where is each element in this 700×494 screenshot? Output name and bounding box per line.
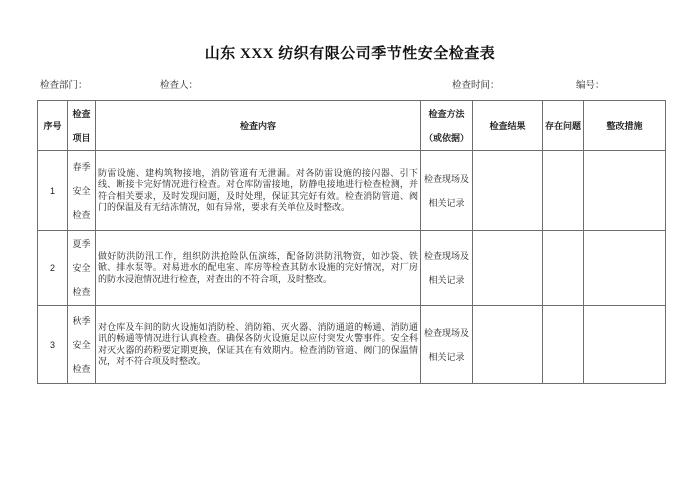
time-label: 检查时间： [452, 80, 500, 91]
header-item-line2: 项目 [72, 132, 91, 143]
item-line: 检查 [72, 363, 91, 374]
item-line: 秋季 [72, 315, 91, 326]
item-line: 安全 [72, 339, 91, 350]
cell-problem [543, 231, 584, 306]
item-line: 安全 [72, 185, 91, 196]
item-line: 春季 [72, 161, 91, 172]
inspector-label: 检查人： [160, 80, 199, 91]
cell-item [68, 151, 96, 231]
cell-measures [584, 151, 666, 231]
header-seq: 序号 [38, 101, 68, 151]
header-result: 检查结果 [473, 101, 543, 151]
header-problem: 存在问题 [543, 101, 584, 151]
table-row-spring [38, 151, 666, 231]
item-line: 夏季 [72, 239, 91, 249]
method-line: 检查现场及 [423, 327, 469, 338]
cell-content: 对仓库及车间的防火设施如消防栓、消防箱、灭火器、消防通道的畅通、消防通讯的畅通等情况进行认真检查。确保各防火设施足以应付突发火警事件。安全科对灭火器的药粉要定期更换，保证其在有效期内。检查消防管道、阀门的保温情况，对不符合项及时整改。 [96, 306, 421, 384]
cell-content: 做好防洪防汛工作，组织防洪抢险队伍演练，配备防洪防汛物资，如沙袋、铁锨、排水泵等。对易进水的配电室、库房等检查其防水设施的完好情况，对厂房的防水浸泡情况进行检查，对查出的不符合项，及时整改。 [96, 231, 421, 306]
header-item-line1: 检查 [72, 108, 91, 119]
cell-result [473, 306, 543, 384]
number-label: 编号： [576, 80, 605, 91]
table-row-summer [38, 231, 666, 306]
header-method-line1: 检查方法 [428, 108, 465, 119]
table-row-autumn [38, 306, 666, 384]
cell-measures [584, 306, 666, 384]
info-row [0, 77, 700, 91]
page-title: 山东 XXX 纺织有限公司季节性安全检查表 [204, 46, 496, 62]
item-line: 检查 [72, 287, 91, 297]
header-method [421, 101, 473, 151]
cell-item [68, 306, 96, 384]
inspection-table [37, 100, 666, 384]
cell-problem [543, 306, 584, 384]
cell-seq: 2 [38, 231, 68, 306]
method-line: 相关记录 [428, 197, 465, 208]
cell-result [473, 151, 543, 231]
cell-problem [543, 151, 584, 231]
method-line: 检查现场及 [423, 173, 469, 184]
header-measures: 整改措施 [584, 101, 666, 151]
item-line: 检查 [72, 209, 91, 220]
cell-item [68, 231, 96, 306]
header-content: 检查内容 [96, 101, 421, 151]
method-line: 相关记录 [428, 275, 465, 285]
cell-measures [584, 231, 666, 306]
cell-method [421, 231, 473, 306]
department-label: 检查部门： [40, 80, 88, 91]
header-row [38, 101, 666, 151]
method-line: 检查现场及 [423, 251, 469, 261]
cell-content: 防雷设施、建构筑物接地，消防管道有无泄漏。对各防雷设施的接闪器、引下线、断接卡完好情况进行检查。对仓库防雷接地，防静电接地进行检查检测，并符合相关要求，及时发现问题，及时处理，保证其完好有效。检查消防管道、阀门的保温及有无结冻情况，如有异常，要求有关单位及时整改。 [96, 151, 421, 231]
item-line: 安全 [72, 263, 91, 273]
header-item [68, 101, 96, 151]
cell-method [421, 306, 473, 384]
method-line: 相关记录 [428, 351, 465, 362]
header-method-line2: （或依据） [423, 132, 469, 143]
cell-method [421, 151, 473, 231]
cell-seq: 1 [38, 151, 68, 231]
cell-result [473, 231, 543, 306]
cell-seq: 3 [38, 306, 68, 384]
